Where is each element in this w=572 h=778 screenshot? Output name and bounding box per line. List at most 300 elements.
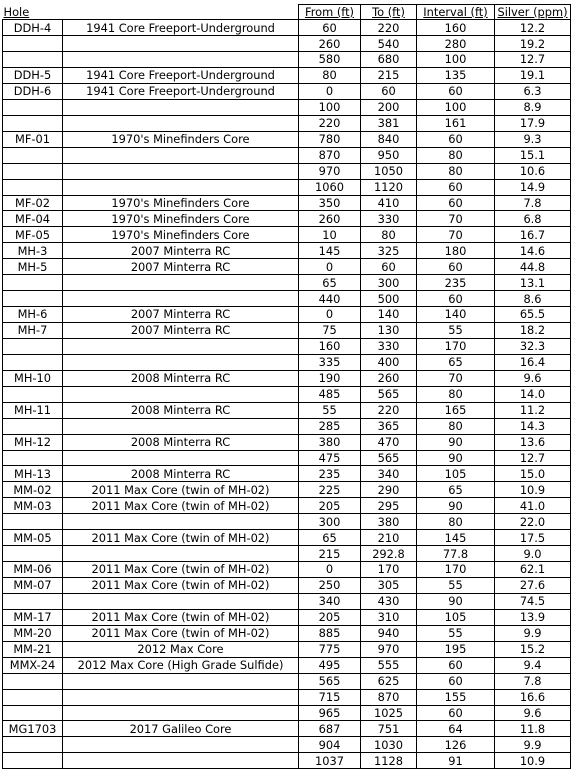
cell-silver-ppm[interactable]: 41.0 <box>495 498 571 514</box>
cell-interval-ft[interactable]: 100 <box>417 99 495 115</box>
cell-description[interactable]: 1970's Minefinders Core <box>63 195 299 211</box>
cell-interval-ft[interactable]: 155 <box>417 689 495 705</box>
cell-hole-id[interactable] <box>3 737 63 753</box>
cell-from-ft[interactable]: 60 <box>299 20 361 36</box>
cell-description[interactable] <box>63 753 299 769</box>
cell-description[interactable]: 1970's Minefinders Core <box>63 211 299 227</box>
cell-description[interactable]: 2012 Max Core (High Grade Sulfide) <box>63 657 299 673</box>
cell-description[interactable]: 2011 Max Core (twin of MH-02) <box>63 578 299 594</box>
cell-from-ft[interactable]: 0 <box>299 259 361 275</box>
cell-hole-id[interactable] <box>3 689 63 705</box>
cell-silver-ppm[interactable]: 13.1 <box>495 275 571 291</box>
table-row <box>3 657 571 673</box>
cell-silver-ppm[interactable]: 18.2 <box>495 323 571 339</box>
cell-description[interactable]: 2017 Galileo Core <box>63 721 299 737</box>
cell-silver-ppm[interactable]: 9.9 <box>495 737 571 753</box>
cell-hole-id[interactable] <box>3 753 63 769</box>
cell-from-ft[interactable]: 220 <box>299 115 361 131</box>
cell-hole-id[interactable] <box>3 163 63 179</box>
cell-interval-ft[interactable]: 90 <box>417 498 495 514</box>
cell-to-ft[interactable]: 310 <box>361 609 417 625</box>
cell-from-ft[interactable]: 260 <box>299 211 361 227</box>
cell-interval-ft[interactable]: 180 <box>417 243 495 259</box>
cell-hole-id[interactable]: MM-05 <box>3 530 63 546</box>
cell-from-ft[interactable]: 870 <box>299 147 361 163</box>
cell-silver-ppm[interactable]: 6.3 <box>495 83 571 99</box>
cell-description[interactable]: 2012 Max Core <box>63 641 299 657</box>
cell-silver-ppm[interactable]: 32.3 <box>495 338 571 354</box>
cell-interval-ft[interactable]: 90 <box>417 434 495 450</box>
cell-to-ft[interactable]: 381 <box>361 115 417 131</box>
cell-silver-ppm[interactable]: 12.2 <box>495 20 571 36</box>
cell-from-ft[interactable]: 904 <box>299 737 361 753</box>
cell-silver-ppm[interactable]: 12.7 <box>495 52 571 68</box>
cell-to-ft[interactable]: 340 <box>361 466 417 482</box>
cell-to-ft[interactable]: 80 <box>361 227 417 243</box>
cell-silver-ppm[interactable]: 14.6 <box>495 243 571 259</box>
cell-interval-ft[interactable]: 60 <box>417 195 495 211</box>
cell-silver-ppm[interactable]: 8.9 <box>495 99 571 115</box>
cell-interval-ft[interactable]: 60 <box>417 131 495 147</box>
cell-from-ft[interactable]: 565 <box>299 673 361 689</box>
cell-from-ft[interactable]: 250 <box>299 578 361 594</box>
cell-to-ft[interactable]: 1025 <box>361 705 417 721</box>
cell-interval-ft[interactable]: 80 <box>417 514 495 530</box>
cell-silver-ppm[interactable]: 9.9 <box>495 625 571 641</box>
cell-to-ft[interactable]: 410 <box>361 195 417 211</box>
cell-interval-ft[interactable]: 100 <box>417 52 495 68</box>
cell-hole-id[interactable]: MM-02 <box>3 482 63 498</box>
cell-hole-id[interactable] <box>3 291 63 307</box>
cell-from-ft[interactable]: 0 <box>299 83 361 99</box>
cell-from-ft[interactable]: 495 <box>299 657 361 673</box>
cell-from-ft[interactable]: 1037 <box>299 753 361 769</box>
cell-description[interactable]: 2011 Max Core (twin of MH-02) <box>63 498 299 514</box>
cell-silver-ppm[interactable]: 13.9 <box>495 609 571 625</box>
cell-silver-ppm[interactable]: 9.4 <box>495 657 571 673</box>
cell-hole-id[interactable]: MF-05 <box>3 227 63 243</box>
cell-to-ft[interactable]: 130 <box>361 323 417 339</box>
cell-silver-ppm[interactable]: 62.1 <box>495 562 571 578</box>
cell-hole-id[interactable] <box>3 275 63 291</box>
table-row <box>3 673 571 689</box>
cell-to-ft[interactable]: 140 <box>361 307 417 323</box>
cell-hole-id[interactable]: MM-06 <box>3 562 63 578</box>
cell-hole-id[interactable] <box>3 418 63 434</box>
column-header-interval[interactable]: Interval (ft) <box>417 5 495 20</box>
cell-silver-ppm[interactable]: 14.3 <box>495 418 571 434</box>
cell-to-ft[interactable]: 970 <box>361 641 417 657</box>
cell-to-ft[interactable]: 365 <box>361 418 417 434</box>
cell-to-ft[interactable]: 950 <box>361 147 417 163</box>
cell-description[interactable]: 2011 Max Core (twin of MH-02) <box>63 562 299 578</box>
cell-interval-ft[interactable]: 55 <box>417 323 495 339</box>
cell-hole-id[interactable]: MM-03 <box>3 498 63 514</box>
cell-interval-ft[interactable]: 65 <box>417 482 495 498</box>
cell-description[interactable] <box>63 275 299 291</box>
cell-description[interactable]: 1941 Core Freeport-Underground <box>63 20 299 36</box>
table-row <box>3 514 571 530</box>
cell-hole-id[interactable]: MM-21 <box>3 641 63 657</box>
cell-from-ft[interactable]: 300 <box>299 514 361 530</box>
cell-from-ft[interactable]: 965 <box>299 705 361 721</box>
cell-silver-ppm[interactable]: 9.3 <box>495 131 571 147</box>
cell-silver-ppm[interactable]: 10.9 <box>495 482 571 498</box>
cell-hole-id[interactable]: MH-10 <box>3 370 63 386</box>
cell-hole-id[interactable] <box>3 673 63 689</box>
cell-silver-ppm[interactable]: 10.6 <box>495 163 571 179</box>
cell-from-ft[interactable]: 340 <box>299 593 361 609</box>
cell-description[interactable] <box>63 673 299 689</box>
cell-hole-id[interactable]: DDH-6 <box>3 83 63 99</box>
cell-hole-id[interactable]: MM-17 <box>3 609 63 625</box>
cell-to-ft[interactable]: 555 <box>361 657 417 673</box>
cell-description[interactable]: 2011 Max Core (twin of MH-02) <box>63 530 299 546</box>
cell-interval-ft[interactable]: 60 <box>417 705 495 721</box>
cell-interval-ft[interactable]: 70 <box>417 227 495 243</box>
cell-hole-id[interactable]: MF-01 <box>3 131 63 147</box>
cell-from-ft[interactable]: 75 <box>299 323 361 339</box>
cell-hole-id[interactable] <box>3 386 63 402</box>
cell-interval-ft[interactable]: 60 <box>417 179 495 195</box>
cell-description[interactable]: 2008 Minterra RC <box>63 434 299 450</box>
column-header-to[interactable]: To (ft) <box>361 5 417 20</box>
cell-description[interactable]: 2007 Minterra RC <box>63 243 299 259</box>
cell-description[interactable] <box>63 593 299 609</box>
cell-description[interactable] <box>63 52 299 68</box>
cell-to-ft[interactable]: 940 <box>361 625 417 641</box>
table-row <box>3 163 571 179</box>
cell-hole-id[interactable] <box>3 147 63 163</box>
cell-interval-ft[interactable]: 77.8 <box>417 546 495 562</box>
cell-description[interactable] <box>63 514 299 530</box>
cell-description[interactable]: 2011 Max Core (twin of MH-02) <box>63 482 299 498</box>
cell-interval-ft[interactable]: 70 <box>417 211 495 227</box>
cell-silver-ppm[interactable]: 6.8 <box>495 211 571 227</box>
table-row <box>3 753 571 769</box>
cell-silver-ppm[interactable]: 19.2 <box>495 36 571 52</box>
cell-description[interactable] <box>63 36 299 52</box>
cell-from-ft[interactable]: 215 <box>299 546 361 562</box>
cell-silver-ppm[interactable]: 44.8 <box>495 259 571 275</box>
cell-description[interactable] <box>63 689 299 705</box>
cell-hole-id[interactable] <box>3 705 63 721</box>
cell-description[interactable]: 1941 Core Freeport-Underground <box>63 68 299 84</box>
cell-hole-id[interactable] <box>3 450 63 466</box>
cell-interval-ft[interactable]: 170 <box>417 562 495 578</box>
cell-hole-id[interactable] <box>3 52 63 68</box>
table-row <box>3 99 571 115</box>
cell-interval-ft[interactable]: 280 <box>417 36 495 52</box>
cell-silver-ppm[interactable]: 17.5 <box>495 530 571 546</box>
cell-silver-ppm[interactable]: 74.5 <box>495 593 571 609</box>
cell-hole-id[interactable] <box>3 338 63 354</box>
cell-from-ft[interactable]: 475 <box>299 450 361 466</box>
table-row <box>3 68 571 84</box>
cell-to-ft[interactable]: 500 <box>361 291 417 307</box>
cell-from-ft[interactable]: 260 <box>299 36 361 52</box>
cell-hole-id[interactable]: MMX-24 <box>3 657 63 673</box>
cell-interval-ft[interactable]: 60 <box>417 657 495 673</box>
cell-silver-ppm[interactable]: 17.9 <box>495 115 571 131</box>
cell-from-ft[interactable]: 80 <box>299 68 361 84</box>
cell-to-ft[interactable]: 170 <box>361 562 417 578</box>
cell-to-ft[interactable]: 215 <box>361 68 417 84</box>
cell-description[interactable] <box>63 705 299 721</box>
cell-from-ft[interactable]: 440 <box>299 291 361 307</box>
cell-interval-ft[interactable]: 64 <box>417 721 495 737</box>
cell-from-ft[interactable]: 10 <box>299 227 361 243</box>
cell-from-ft[interactable]: 55 <box>299 402 361 418</box>
cell-from-ft[interactable]: 160 <box>299 338 361 354</box>
cell-silver-ppm[interactable]: 11.8 <box>495 721 571 737</box>
cell-from-ft[interactable]: 335 <box>299 354 361 370</box>
cell-from-ft[interactable]: 970 <box>299 163 361 179</box>
cell-description[interactable] <box>63 99 299 115</box>
cell-from-ft[interactable]: 350 <box>299 195 361 211</box>
cell-to-ft[interactable]: 625 <box>361 673 417 689</box>
cell-to-ft[interactable]: 540 <box>361 36 417 52</box>
cell-silver-ppm[interactable]: 16.6 <box>495 689 571 705</box>
cell-description[interactable]: 2011 Max Core (twin of MH-02) <box>63 609 299 625</box>
cell-description[interactable]: 2007 Minterra RC <box>63 307 299 323</box>
cell-to-ft[interactable]: 305 <box>361 578 417 594</box>
cell-from-ft[interactable]: 0 <box>299 562 361 578</box>
cell-description[interactable]: 1970's Minefinders Core <box>63 227 299 243</box>
cell-interval-ft[interactable]: 70 <box>417 370 495 386</box>
cell-silver-ppm[interactable]: 11.2 <box>495 402 571 418</box>
cell-interval-ft[interactable]: 165 <box>417 402 495 418</box>
cell-to-ft[interactable]: 220 <box>361 20 417 36</box>
cell-silver-ppm[interactable]: 16.7 <box>495 227 571 243</box>
cell-to-ft[interactable]: 60 <box>361 83 417 99</box>
cell-hole-id[interactable]: MM-07 <box>3 578 63 594</box>
cell-from-ft[interactable]: 780 <box>299 131 361 147</box>
cell-from-ft[interactable]: 145 <box>299 243 361 259</box>
cell-silver-ppm[interactable]: 16.4 <box>495 354 571 370</box>
table-row <box>3 609 571 625</box>
cell-hole-id[interactable] <box>3 593 63 609</box>
cell-interval-ft[interactable]: 235 <box>417 275 495 291</box>
cell-to-ft[interactable]: 330 <box>361 338 417 354</box>
cell-from-ft[interactable]: 65 <box>299 275 361 291</box>
cell-silver-ppm[interactable]: 15.2 <box>495 641 571 657</box>
cell-hole-id[interactable]: MM-20 <box>3 625 63 641</box>
cell-description[interactable] <box>63 179 299 195</box>
cell-from-ft[interactable]: 100 <box>299 99 361 115</box>
cell-interval-ft[interactable]: 80 <box>417 386 495 402</box>
cell-description[interactable]: 2011 Max Core (twin of MH-02) <box>63 625 299 641</box>
cell-from-ft[interactable]: 885 <box>299 625 361 641</box>
cell-interval-ft[interactable]: 90 <box>417 593 495 609</box>
column-header-silver[interactable]: Silver (ppm) <box>495 5 571 20</box>
cell-from-ft[interactable]: 225 <box>299 482 361 498</box>
cell-silver-ppm[interactable]: 12.7 <box>495 450 571 466</box>
cell-to-ft[interactable]: 300 <box>361 275 417 291</box>
cell-from-ft[interactable]: 715 <box>299 689 361 705</box>
cell-description[interactable] <box>63 115 299 131</box>
cell-from-ft[interactable]: 580 <box>299 52 361 68</box>
cell-silver-ppm[interactable]: 7.8 <box>495 195 571 211</box>
cell-interval-ft[interactable]: 60 <box>417 291 495 307</box>
cell-description[interactable] <box>63 386 299 402</box>
column-header-description <box>63 5 299 20</box>
cell-from-ft[interactable]: 235 <box>299 466 361 482</box>
cell-silver-ppm[interactable]: 13.6 <box>495 434 571 450</box>
cell-from-ft[interactable]: 485 <box>299 386 361 402</box>
cell-silver-ppm[interactable]: 27.6 <box>495 578 571 594</box>
cell-from-ft[interactable]: 285 <box>299 418 361 434</box>
cell-to-ft[interactable]: 680 <box>361 52 417 68</box>
cell-silver-ppm[interactable]: 9.6 <box>495 705 571 721</box>
cell-to-ft[interactable]: 870 <box>361 689 417 705</box>
cell-to-ft[interactable]: 325 <box>361 243 417 259</box>
cell-hole-id[interactable]: MH-11 <box>3 402 63 418</box>
cell-from-ft[interactable]: 687 <box>299 721 361 737</box>
cell-to-ft[interactable]: 290 <box>361 482 417 498</box>
cell-to-ft[interactable]: 60 <box>361 259 417 275</box>
cell-silver-ppm[interactable]: 14.0 <box>495 386 571 402</box>
cell-interval-ft[interactable]: 80 <box>417 147 495 163</box>
cell-to-ft[interactable]: 840 <box>361 131 417 147</box>
cell-description[interactable] <box>63 147 299 163</box>
cell-silver-ppm[interactable]: 65.5 <box>495 307 571 323</box>
cell-silver-ppm[interactable]: 14.9 <box>495 179 571 195</box>
cell-to-ft[interactable]: 1128 <box>361 753 417 769</box>
cell-interval-ft[interactable]: 90 <box>417 450 495 466</box>
cell-interval-ft[interactable]: 135 <box>417 68 495 84</box>
cell-from-ft[interactable]: 775 <box>299 641 361 657</box>
cell-interval-ft[interactable]: 126 <box>417 737 495 753</box>
cell-interval-ft[interactable]: 195 <box>417 641 495 657</box>
cell-silver-ppm[interactable]: 15.1 <box>495 147 571 163</box>
cell-hole-id[interactable]: MF-02 <box>3 195 63 211</box>
cell-interval-ft[interactable]: 105 <box>417 609 495 625</box>
cell-to-ft[interactable]: 751 <box>361 721 417 737</box>
cell-interval-ft[interactable]: 80 <box>417 163 495 179</box>
cell-to-ft[interactable]: 430 <box>361 593 417 609</box>
cell-to-ft[interactable]: 1120 <box>361 179 417 195</box>
cell-interval-ft[interactable]: 55 <box>417 625 495 641</box>
cell-description[interactable] <box>63 418 299 434</box>
cell-description[interactable] <box>63 338 299 354</box>
cell-hole-id[interactable]: MH-6 <box>3 307 63 323</box>
cell-hole-id[interactable]: DDH-5 <box>3 68 63 84</box>
cell-silver-ppm[interactable]: 10.9 <box>495 753 571 769</box>
cell-to-ft[interactable]: 470 <box>361 434 417 450</box>
cell-hole-id[interactable] <box>3 514 63 530</box>
cell-description[interactable]: 2007 Minterra RC <box>63 323 299 339</box>
cell-description[interactable] <box>63 163 299 179</box>
cell-silver-ppm[interactable]: 9.0 <box>495 546 571 562</box>
cell-interval-ft[interactable]: 105 <box>417 466 495 482</box>
cell-silver-ppm[interactable]: 8.6 <box>495 291 571 307</box>
cell-silver-ppm[interactable]: 19.1 <box>495 68 571 84</box>
cell-from-ft[interactable]: 65 <box>299 530 361 546</box>
column-header-from[interactable]: From (ft) <box>299 5 361 20</box>
cell-description[interactable]: 1941 Core Freeport-Underground <box>63 83 299 99</box>
cell-to-ft[interactable]: 400 <box>361 354 417 370</box>
cell-hole-id[interactable]: MH-3 <box>3 243 63 259</box>
cell-interval-ft[interactable]: 55 <box>417 578 495 594</box>
cell-to-ft[interactable]: 330 <box>361 211 417 227</box>
cell-description[interactable] <box>63 291 299 307</box>
cell-from-ft[interactable]: 205 <box>299 609 361 625</box>
cell-hole-id[interactable] <box>3 546 63 562</box>
cell-hole-id[interactable]: MH-12 <box>3 434 63 450</box>
cell-to-ft[interactable]: 292.8 <box>361 546 417 562</box>
cell-from-ft[interactable]: 380 <box>299 434 361 450</box>
cell-interval-ft[interactable]: 60 <box>417 259 495 275</box>
cell-to-ft[interactable]: 1050 <box>361 163 417 179</box>
column-header-hole[interactable]: Hole <box>3 4 30 19</box>
cell-hole-id[interactable] <box>3 36 63 52</box>
cell-interval-ft[interactable]: 65 <box>417 354 495 370</box>
cell-to-ft[interactable]: 200 <box>361 99 417 115</box>
cell-to-ft[interactable]: 565 <box>361 450 417 466</box>
cell-interval-ft[interactable]: 60 <box>417 83 495 99</box>
cell-description[interactable]: 2008 Minterra RC <box>63 402 299 418</box>
cell-hole-id[interactable]: MG1703 <box>3 721 63 737</box>
cell-to-ft[interactable]: 1030 <box>361 737 417 753</box>
cell-interval-ft[interactable]: 161 <box>417 115 495 131</box>
cell-from-ft[interactable]: 205 <box>299 498 361 514</box>
cell-description[interactable]: 2008 Minterra RC <box>63 370 299 386</box>
table-row <box>3 578 571 594</box>
cell-hole-id[interactable]: MH-5 <box>3 259 63 275</box>
cell-from-ft[interactable]: 190 <box>299 370 361 386</box>
cell-to-ft[interactable]: 380 <box>361 514 417 530</box>
cell-description[interactable]: 2008 Minterra RC <box>63 466 299 482</box>
cell-silver-ppm[interactable]: 9.6 <box>495 370 571 386</box>
cell-description[interactable]: 2007 Minterra RC <box>63 259 299 275</box>
cell-to-ft[interactable]: 210 <box>361 530 417 546</box>
cell-interval-ft[interactable]: 170 <box>417 338 495 354</box>
cell-description[interactable] <box>63 737 299 753</box>
cell-hole-id[interactable] <box>3 99 63 115</box>
cell-interval-ft[interactable]: 160 <box>417 20 495 36</box>
cell-silver-ppm[interactable]: 7.8 <box>495 673 571 689</box>
cell-hole-id[interactable] <box>3 115 63 131</box>
table-row <box>3 641 571 657</box>
cell-to-ft[interactable]: 220 <box>361 402 417 418</box>
cell-interval-ft[interactable]: 91 <box>417 753 495 769</box>
cell-from-ft[interactable]: 1060 <box>299 179 361 195</box>
cell-from-ft[interactable]: 0 <box>299 307 361 323</box>
cell-description[interactable] <box>63 450 299 466</box>
cell-description[interactable] <box>63 354 299 370</box>
cell-interval-ft[interactable]: 140 <box>417 307 495 323</box>
cell-hole-id[interactable]: MH-13 <box>3 466 63 482</box>
cell-interval-ft[interactable]: 60 <box>417 673 495 689</box>
cell-silver-ppm[interactable]: 15.0 <box>495 466 571 482</box>
cell-description[interactable] <box>63 546 299 562</box>
cell-interval-ft[interactable]: 145 <box>417 530 495 546</box>
cell-interval-ft[interactable]: 80 <box>417 418 495 434</box>
cell-hole-id[interactable]: DDH-4 <box>3 20 63 36</box>
table-row <box>3 20 571 36</box>
cell-to-ft[interactable]: 565 <box>361 386 417 402</box>
cell-hole-id[interactable] <box>3 354 63 370</box>
cell-hole-id[interactable]: MH-7 <box>3 323 63 339</box>
cell-to-ft[interactable]: 295 <box>361 498 417 514</box>
cell-description[interactable]: 1970's Minefinders Core <box>63 131 299 147</box>
cell-hole-id[interactable] <box>3 179 63 195</box>
cell-to-ft[interactable]: 260 <box>361 370 417 386</box>
cell-hole-id[interactable]: MF-04 <box>3 211 63 227</box>
table-row <box>3 625 571 641</box>
cell-silver-ppm[interactable]: 22.0 <box>495 514 571 530</box>
